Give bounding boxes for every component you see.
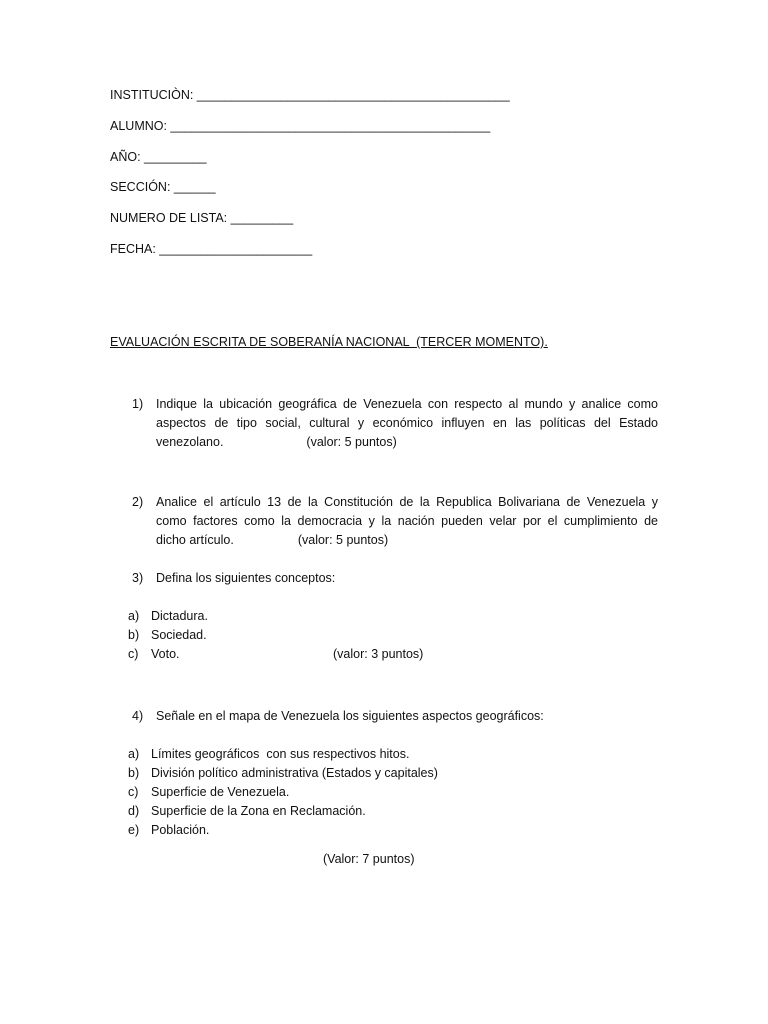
list-item [128,802,548,821]
question-2 [110,493,658,550]
question-value: (valor: 3 puntos) [333,647,424,661]
item-letter: c) [128,785,139,799]
seccion-field: SECCIÓN: ______ [110,180,216,194]
question-line: venezolano. [156,435,224,449]
item-letter: a) [128,747,140,761]
question-line: Analice el artículo 13 de la Constitución de la Republica Bolivariana de Venezuela y [156,495,658,509]
question-text [156,395,658,452]
item-label: Sociedad. [151,628,207,642]
question-number: 4) [132,709,144,723]
question-number: 3) [132,571,144,585]
item-letter: c) [128,647,139,661]
item-label: Población. [151,823,210,837]
item-letter: a) [128,609,140,623]
question-3-items [128,607,548,664]
question-1 [110,395,658,452]
item-label: Dictadura. [151,609,208,623]
question-number: 2) [132,495,144,509]
question-line: Indique la ubicación geográfica de Venezuela con respecto al mundo y analice como [156,397,658,411]
list-item [128,764,548,783]
item-label: División político administrativa (Estados y capitales) [151,766,438,780]
list-item [128,607,548,626]
question-4-value: (Valor: 7 puntos) [323,852,415,866]
question-3 [110,569,658,588]
question-4-items [128,745,548,840]
question-4 [110,707,658,726]
question-line-last [156,433,658,452]
item-letter: b) [128,628,140,642]
item-label: Superficie de la Zona en Reclamación. [151,804,366,818]
question-value: (valor: 5 puntos) [306,435,397,449]
question-text: Señale en el mapa de Venezuela los siguientes aspectos geográficos: [156,709,544,723]
list-item [128,626,548,645]
alumno-field: ALUMNO: ______________________________________________ [110,119,491,133]
numero-lista-field: NUMERO DE LISTA: _________ [110,211,294,225]
exam-title: EVALUACIÓN ESCRITA DE SOBERANÍA NACIONAL (TERCER MOMENTO). [110,335,548,349]
anio-field: AÑO: _________ [110,150,207,164]
item-label: Límites geográficos con sus respectivos hitos. [151,747,410,761]
question-value: (valor: 5 puntos) [297,533,389,547]
institucion-field: INSTITUCIÒN: _____________________________________________ [110,88,510,102]
fecha-field: FECHA: ______________________ [110,242,313,256]
item-letter: b) [128,766,140,780]
question-line: dicho artículo. [156,533,234,547]
question-text: Defina los siguientes conceptos: [156,571,336,585]
list-item [128,745,548,764]
item-label: Voto. [151,647,180,661]
question-text [156,493,658,550]
item-label: Superficie de Venezuela. [151,785,290,799]
question-number: 1) [132,397,144,411]
item-letter: d) [128,804,140,818]
list-item [128,821,548,840]
question-line: aspectos de tipo social, cultural y económico influyen en las políticas del Estado [156,416,658,430]
question-line: como factores como la democracia y la nación pueden velar por el cumplimiento de [156,514,658,528]
list-item [128,783,548,802]
item-letter: e) [128,823,140,837]
question-line-last [156,531,658,550]
list-item [128,645,548,664]
